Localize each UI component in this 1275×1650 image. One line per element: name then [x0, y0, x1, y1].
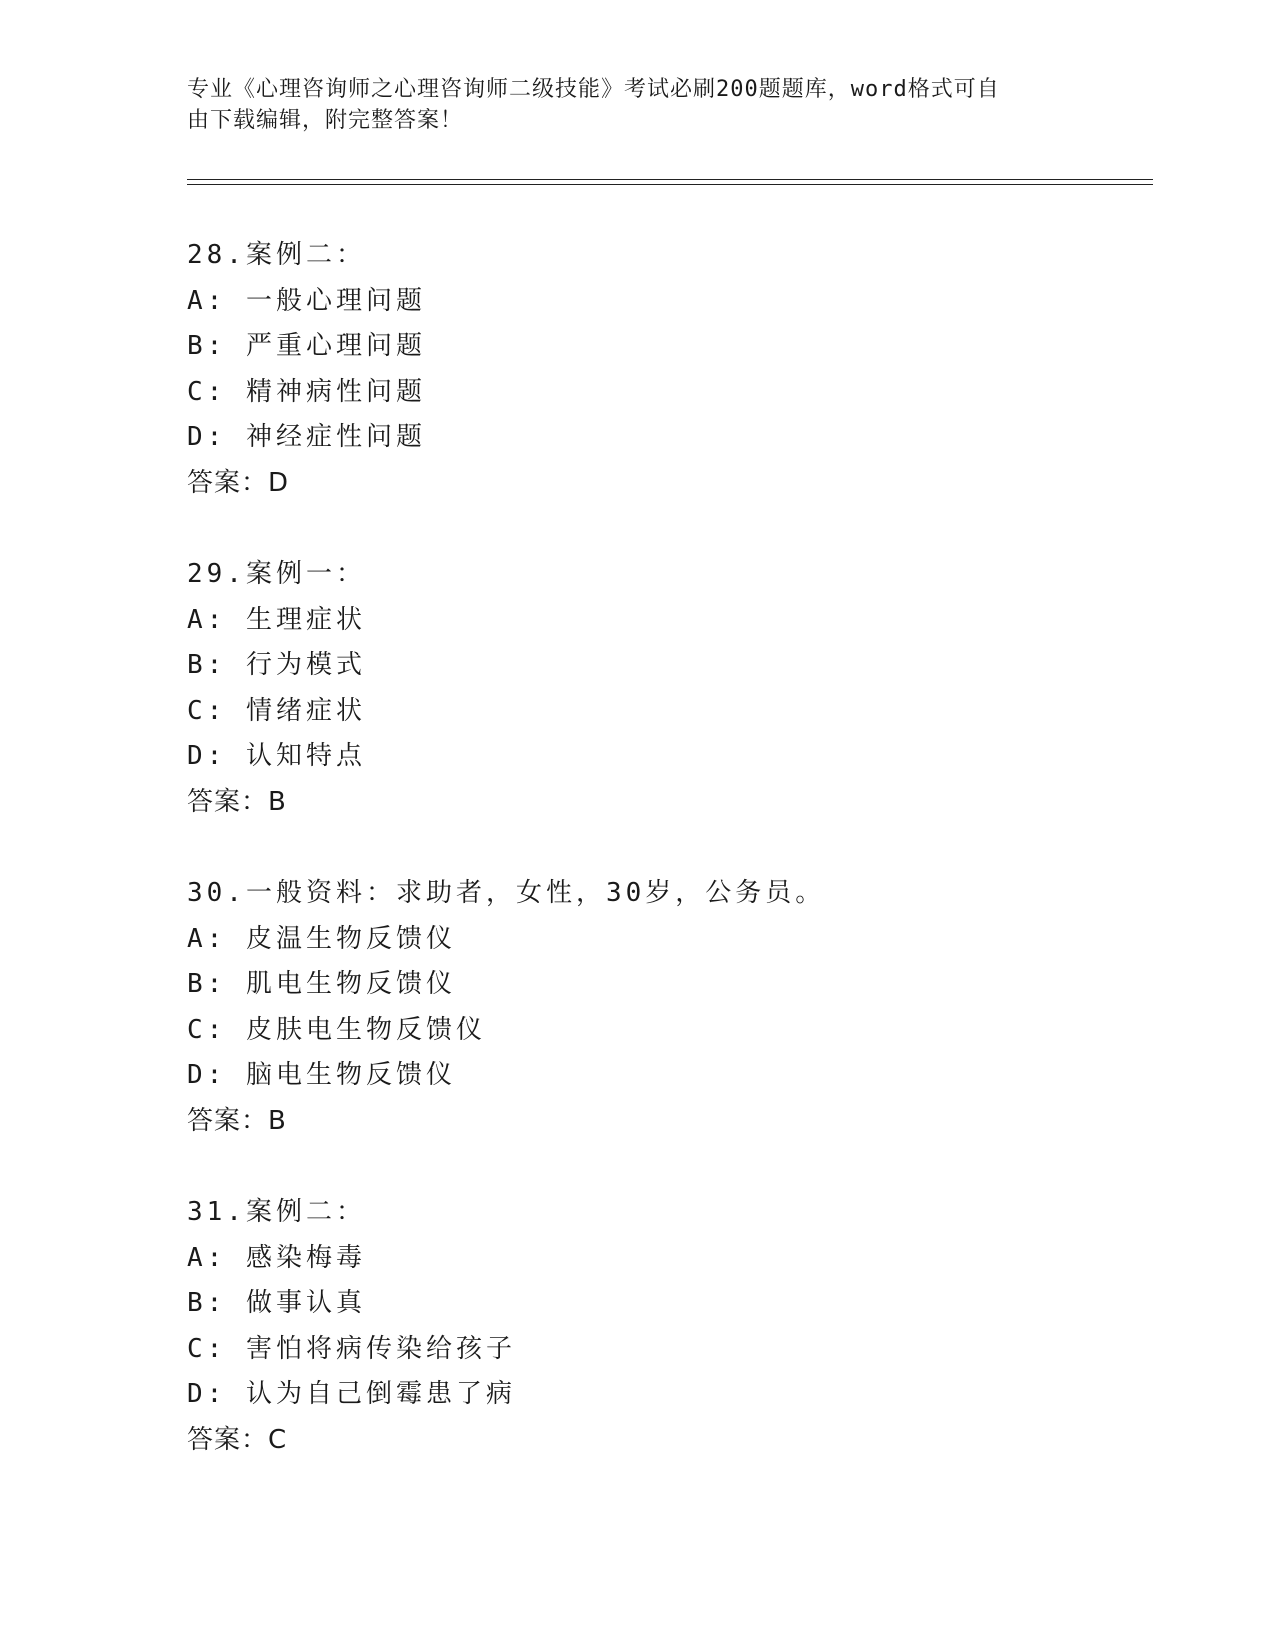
option-d: D: 脑电生物反馈仪 — [187, 1060, 456, 1090]
answer-line: 答案：B — [187, 1105, 287, 1136]
option-c: C: 皮肤电生物反馈仪 — [187, 1014, 486, 1045]
header-divider-bottom — [187, 184, 1153, 185]
question-30 — [187, 871, 1147, 1144]
option-a: A: 皮温生物反馈仪 — [187, 923, 456, 954]
answer-line: 答案：C — [187, 1424, 288, 1455]
option-a: A: 感染梅毒 — [187, 1242, 366, 1273]
question-stem: 29.案例一： — [187, 559, 366, 589]
header-line-2: 由下载编辑，附完整答案！ — [187, 108, 464, 133]
header-line-1: 专业《心理咨询师之心理咨询师二级技能》考试必刷200题题库，word格式可自 — [187, 77, 1000, 102]
question-31 — [187, 1190, 1147, 1463]
document-header — [187, 74, 1077, 136]
option-d: D: 认知特点 — [187, 741, 366, 771]
option-b: B: 做事认真 — [187, 1288, 366, 1318]
question-28 — [187, 233, 1147, 506]
option-b: B: 行为模式 — [187, 650, 366, 680]
option-c: C: 害怕将病传染给孩子 — [187, 1333, 516, 1364]
question-stem: 30.一般资料：求助者，女性，30岁，公务员。 — [187, 878, 826, 908]
question-29 — [187, 552, 1147, 825]
answer-line: 答案：D — [187, 467, 290, 498]
answer-line: 答案：B — [187, 786, 287, 817]
option-b: B: 肌电生物反馈仪 — [187, 969, 456, 999]
option-d: D: 神经症性问题 — [187, 422, 426, 452]
question-stem: 31.案例二： — [187, 1197, 366, 1227]
option-c: C: 精神病性问题 — [187, 376, 426, 407]
option-b: B: 严重心理问题 — [187, 331, 426, 361]
option-a: A: 生理症状 — [187, 604, 366, 635]
header-divider-top — [187, 179, 1153, 180]
option-c: C: 情绪症状 — [187, 695, 366, 726]
option-a: A: 一般心理问题 — [187, 285, 426, 316]
option-d: D: 认为自己倒霉患了病 — [187, 1379, 516, 1409]
question-stem: 28.案例二： — [187, 240, 366, 270]
